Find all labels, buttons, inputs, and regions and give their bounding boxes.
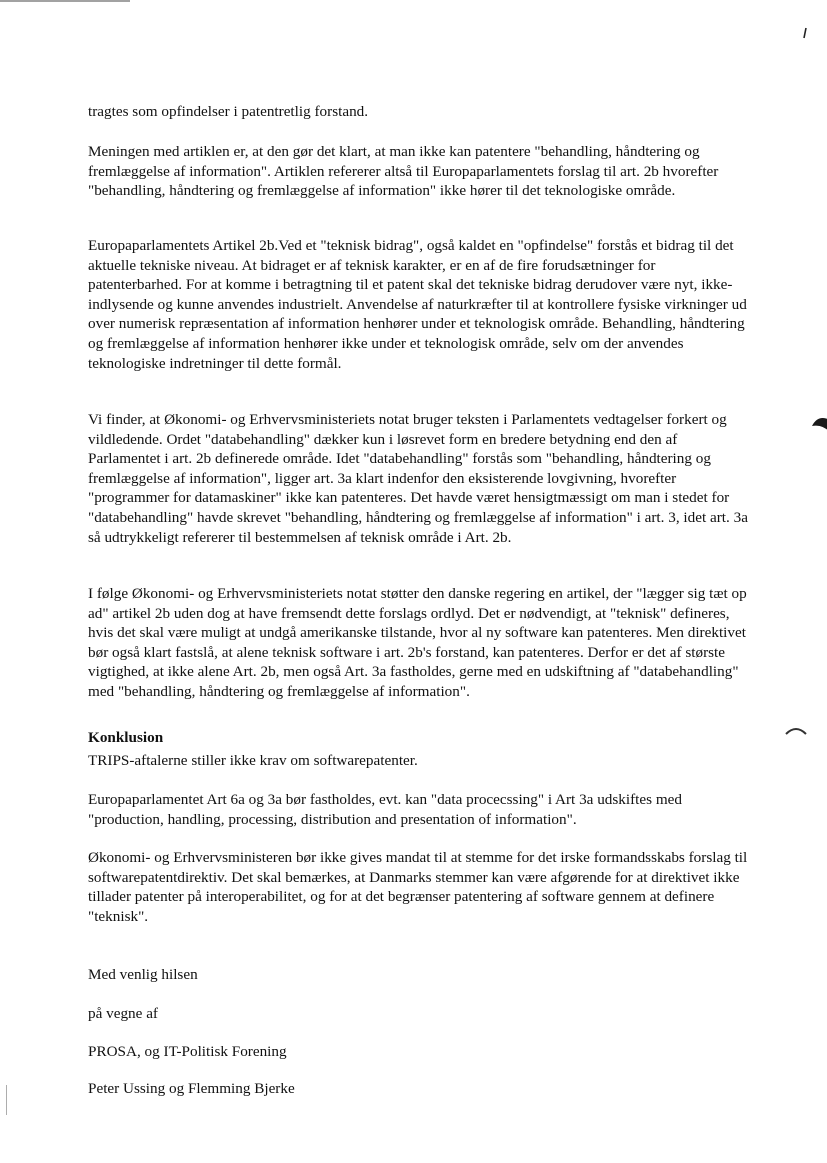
- paragraph-article-2b: [88, 236, 748, 373]
- scan-artifact-left-edge: [6, 1085, 7, 1115]
- body-paragraph: Europaparlamentet Art 6a og 3a bør fastholdes, evt. kan "data procecssing" i Art 3a udskiftes med "production, handling, processing, distribution and presentation of information".: [88, 791, 682, 828]
- paragraph-ministry-note: [88, 410, 748, 547]
- closing-greeting: [88, 965, 748, 985]
- paragraph-minister-mandate: [88, 848, 748, 926]
- closing-line: Med venlig hilsen: [88, 966, 198, 983]
- closing-line: på vegne af: [88, 1005, 158, 1022]
- section-heading-conclusion: [88, 728, 748, 748]
- closing-signatories: [88, 1079, 748, 1099]
- hole-punch-mark: [810, 412, 827, 434]
- body-paragraph: TRIPS-aftalerne stiller ikke krav om softwarepatenter.: [88, 752, 418, 769]
- closing-on-behalf: [88, 1004, 748, 1024]
- body-paragraph: Meningen med artiklen er, at den gør det klart, at man ikke kan patentere "behandling, håndtering og fremlæggelse af information". Artiklen refererer altså til Europaparlamentets forslag til art. 2b hvorefter "behandling, håndtering og fremlæggelse af information" ikke hører til det teknologiske område.: [88, 143, 719, 200]
- body-paragraph: I følge Økonomi- og Erhvervsministeriets notat støtter den danske regering en artikel, der "lægger sig tæt op ad" artikel 2b uden dog at have fremsendt dette forslags ordlyd. Det er nødvendigt, at "teknisk" defineres, hvis det skal være muligt at undgå amerikanske tilstande, hvor al ny software kan patenteres. Men direktivet bør også klart fastslå, at alene teknisk software i art. 2b's forstand, kan patenteres. Derfor er det af største vigtighed, at ikke alene Art. 2b, men også Art. 3a fastholdes, gerne med en udskiftning af "databehandling" med "behandling, håndtering og fremlæggelse af information".: [88, 585, 747, 700]
- closing-line: Peter Ussing og Flemming Bjerke: [88, 1080, 295, 1097]
- paragraph-government-position: [88, 584, 748, 702]
- body-paragraph: Vi finder, at Økonomi- og Erhvervsministeriets notat bruger teksten i Parlamentets vedtagelser forkert og vildledende. Ordet "databehandling" dækker kun i løsrevet form en bredere betydning end den af Parlamentet i art. 2b definerede område. Idet "databehandling" forstås som "behandling, håndtering og fremlæggelse af information", ligger art. 3a klart indenfor den eksisterende lovgivning, hvorefter "programmer for datamaskiner" ikke kan patenteres. Det havde været hensigtmæssigt om man i stedet for "databehandling" havde skrevet "behandling, håndtering og fremlæggelse af information" i art. 3, idet art. 3a så udtrykkeligt refererer til bestemmelsen af teknisk område i Art. 2b.: [88, 411, 748, 546]
- scan-speck-mark: [800, 26, 812, 40]
- closing-organization: [88, 1042, 748, 1062]
- closing-line: PROSA, og IT-Politisk Forening: [88, 1043, 287, 1060]
- paragraph-trips: [88, 751, 748, 771]
- body-paragraph: Europaparlamentets Artikel 2b.Ved et "teknisk bidrag", også kaldet en "opfindelse" forstås et bidrag til det aktuelle tekniske niveau. At bidraget er af teknisk karakter, er en af de fire forudsætninger for patenterbarhed. For at komme i betragtning til et patent skal det tekniske bidrag derudover være nyt, ikke-indlysende og kunne anvendes industrielt. Anvendelse af naturkræfter til at kontrollere fysiske virkninger ud over numerisk repræsentation af information henhører under et teknologisk område. Behandling, håndtering og fremlæggelse af information henhører ikke under et teknologisk område, selv om der anvendes teknologiske indretninger til dette formål.: [88, 237, 747, 372]
- section-heading: Konklusion: [88, 729, 164, 746]
- body-paragraph: Økonomi- og Erhvervsministeren bør ikke gives mandat til at stemme for det irske formandsskabs forslag til softwarepatentdirektiv. Det skal bemærkes, at Danmarks stemmer kan være afgørende for at direktivet ikke tillader patenter på interoperabilitet, og for at det begrænser patentering af software gennem at definere "teknisk".: [88, 849, 748, 925]
- scan-artifact-top-line: [0, 0, 130, 2]
- scan-curve-mark: [784, 722, 810, 740]
- paragraph-meaning: [88, 142, 748, 201]
- paragraph-parliament-articles: [88, 790, 748, 829]
- body-paragraph: tragtes som opfindelser i patentretlig forstand.: [88, 103, 369, 120]
- paragraph-continuation: [88, 102, 748, 122]
